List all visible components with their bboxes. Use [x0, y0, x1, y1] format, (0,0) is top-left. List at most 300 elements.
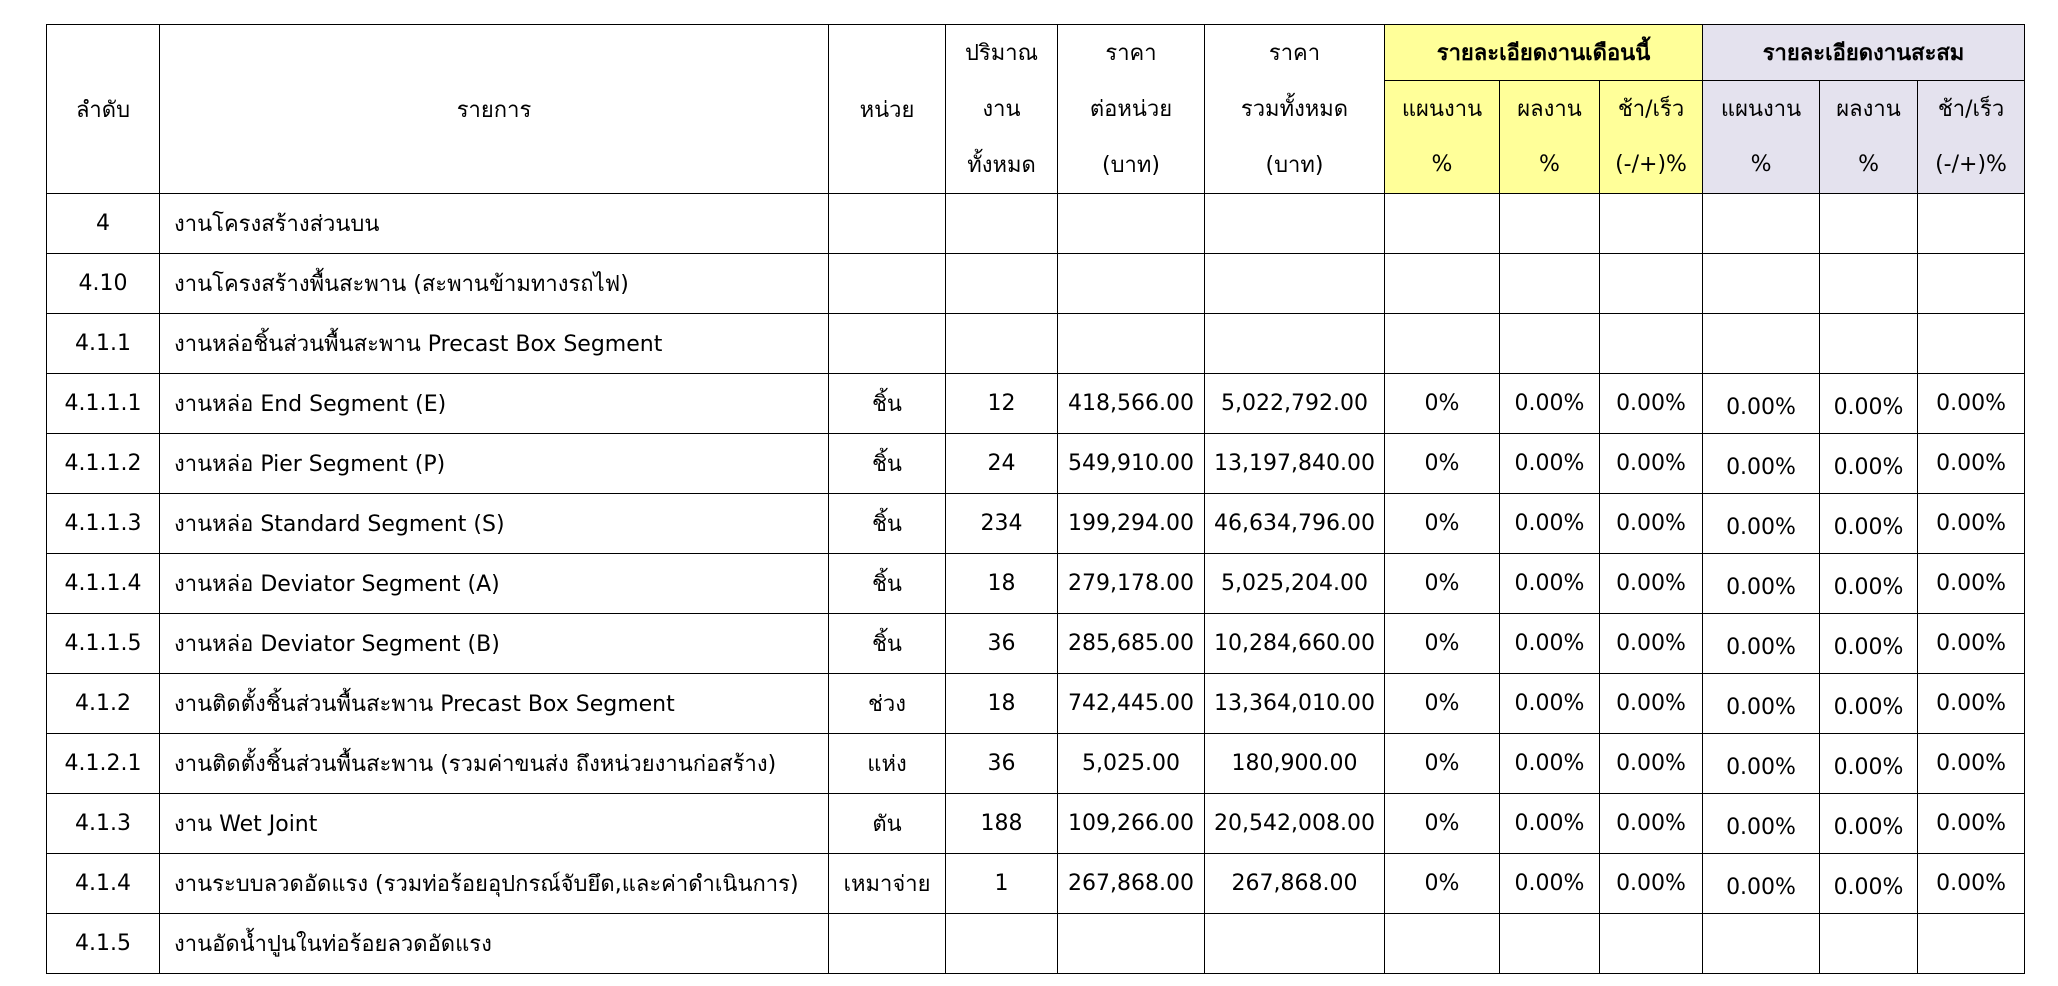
- row-cum-delay-text: 0.00%: [1936, 631, 2006, 656]
- row-unit: [829, 374, 946, 434]
- row-unit-text: ชิ้น: [872, 452, 902, 477]
- row-item: [160, 854, 829, 914]
- row-item-text: งานโครงสร้างพื้นสะพาน (สะพานข้ามทางรถไฟ): [174, 272, 629, 297]
- row-month-delay: [1600, 614, 1703, 674]
- row-cum-result: [1820, 434, 1918, 494]
- header-no: ลำดับ: [47, 25, 160, 194]
- row-cum-plan-text: 0.00%: [1726, 515, 1796, 540]
- row-cum-plan: [1703, 674, 1820, 734]
- row-month-plan-text: 0%: [1424, 391, 1460, 416]
- row-number: [47, 434, 160, 494]
- row-month-delay: [1600, 434, 1703, 494]
- table-row: [47, 854, 2025, 914]
- row-total-price: [1205, 914, 1385, 974]
- row-unit-price: [1058, 434, 1205, 494]
- row-unit: [829, 794, 946, 854]
- table-row: [47, 194, 2025, 254]
- row-item-text: งานหล่อ End Segment (E): [174, 392, 447, 417]
- row-qty-text: 188: [980, 811, 1023, 836]
- row-total-price-text: 46,634,796.00: [1214, 511, 1375, 536]
- row-month-result-text: 0.00%: [1514, 631, 1585, 656]
- row-unit-price: [1058, 614, 1205, 674]
- row-unit-price: [1058, 734, 1205, 794]
- row-qty-text: 234: [980, 511, 1023, 536]
- row-month-plan: [1385, 434, 1500, 494]
- row-item: [160, 914, 829, 974]
- row-month-delay: [1600, 494, 1703, 554]
- header-month-plan-pct: %: [1385, 137, 1500, 194]
- table-row: [47, 914, 2025, 974]
- row-month-result-text: 0.00%: [1514, 451, 1585, 476]
- row-month-delay-text: 0.00%: [1616, 571, 1686, 596]
- row-total-price: [1205, 674, 1385, 734]
- row-total-price-text: 267,868.00: [1231, 871, 1358, 896]
- row-cum-result: [1820, 794, 1918, 854]
- row-qty-text: 1: [994, 871, 1009, 896]
- header-cum-delay: ช้า/เร็ว: [1918, 81, 2025, 137]
- row-month-delay: [1600, 374, 1703, 434]
- row-cum-delay-text: 0.00%: [1936, 871, 2006, 896]
- row-month-delay-text: 0.00%: [1616, 811, 1686, 836]
- row-month-plan-text: 0%: [1424, 631, 1460, 656]
- table-row: [47, 494, 2025, 554]
- row-qty: [946, 314, 1058, 374]
- row-cum-result: [1820, 734, 1918, 794]
- row-unit-price: [1058, 494, 1205, 554]
- row-number-text: 4.1.1.5: [64, 631, 142, 656]
- row-qty: [946, 254, 1058, 314]
- header-total-price-line3: (บาท): [1205, 137, 1385, 194]
- row-unit-price: [1058, 314, 1205, 374]
- row-item: [160, 734, 829, 794]
- row-cum-plan: [1703, 494, 1820, 554]
- row-qty: [946, 734, 1058, 794]
- row-item-text: งานติดตั้งชิ้นส่วนพื้นสะพาน (รวมค่าขนส่ง ถึงหน่วยงานก่อสร้าง): [174, 752, 777, 777]
- row-unit: [829, 614, 946, 674]
- table-row: [47, 614, 2025, 674]
- header-qty-line1: ปริมาณ: [946, 25, 1058, 81]
- header-unit-price-line1: ราคา: [1058, 25, 1205, 81]
- row-item-text: งานโครงสร้างส่วนบน: [174, 212, 380, 237]
- row-month-result: [1500, 914, 1600, 974]
- row-unit-price: [1058, 194, 1205, 254]
- header-cum-plan: แผนงาน: [1703, 81, 1820, 137]
- row-month-plan: [1385, 374, 1500, 434]
- row-month-result-text: 0.00%: [1514, 571, 1585, 596]
- row-number: [47, 614, 160, 674]
- row-cum-delay: [1918, 374, 2025, 434]
- row-month-result: [1500, 674, 1600, 734]
- row-month-result-text: 0.00%: [1514, 691, 1585, 716]
- row-cum-delay: [1918, 194, 2025, 254]
- row-total-price: [1205, 494, 1385, 554]
- row-cum-result-text: 0.00%: [1833, 515, 1904, 540]
- row-number: [47, 734, 160, 794]
- header-unit-price-line2: ต่อหน่วย: [1058, 81, 1205, 137]
- row-unit-price: [1058, 794, 1205, 854]
- row-cum-result-text: 0.00%: [1833, 395, 1904, 420]
- row-qty-text: 24: [987, 451, 1016, 476]
- row-item: [160, 434, 829, 494]
- row-cum-result: [1820, 374, 1918, 434]
- row-cum-delay: [1918, 494, 2025, 554]
- row-cum-plan: [1703, 614, 1820, 674]
- row-unit-price: [1058, 554, 1205, 614]
- header-total-price-line2: รวมทั้งหมด: [1205, 81, 1385, 137]
- row-cum-result: [1820, 554, 1918, 614]
- header-cum-plan-pct: %: [1703, 137, 1820, 194]
- row-qty: [946, 554, 1058, 614]
- row-month-plan-text: 0%: [1424, 571, 1460, 596]
- row-month-delay-text: 0.00%: [1616, 691, 1686, 716]
- row-cum-plan: [1703, 794, 1820, 854]
- row-cum-result-text: 0.00%: [1833, 695, 1904, 720]
- row-month-delay: [1600, 734, 1703, 794]
- row-cum-plan: [1703, 854, 1820, 914]
- row-total-price: [1205, 734, 1385, 794]
- row-cum-delay-text: 0.00%: [1936, 571, 2006, 596]
- row-number-text: 4.1.1.2: [64, 451, 142, 476]
- row-month-result: [1500, 614, 1600, 674]
- row-cum-delay-text: 0.00%: [1936, 391, 2006, 416]
- row-cum-delay-text: 0.00%: [1936, 691, 2006, 716]
- row-month-plan-text: 0%: [1424, 871, 1460, 896]
- header-cum-result: ผลงาน: [1820, 81, 1918, 137]
- row-month-delay-text: 0.00%: [1616, 751, 1686, 776]
- row-total-price: [1205, 794, 1385, 854]
- row-month-delay: [1600, 914, 1703, 974]
- row-month-result: [1500, 794, 1600, 854]
- row-unit: [829, 494, 946, 554]
- row-number: [47, 674, 160, 734]
- row-cum-plan-text: 0.00%: [1726, 635, 1796, 660]
- row-unit-price-text: 267,868.00: [1068, 871, 1194, 896]
- row-total-price-text: 20,542,008.00: [1214, 811, 1375, 836]
- row-item: [160, 254, 829, 314]
- row-number: [47, 494, 160, 554]
- row-item: [160, 494, 829, 554]
- row-cum-delay: [1918, 434, 2025, 494]
- row-month-delay: [1600, 254, 1703, 314]
- row-unit: [829, 854, 946, 914]
- row-cum-result: [1820, 854, 1918, 914]
- row-cum-delay: [1918, 854, 2025, 914]
- row-unit-price-text: 549,910.00: [1068, 451, 1194, 476]
- row-cum-delay-text: 0.00%: [1936, 511, 2006, 536]
- row-qty-text: 18: [987, 691, 1016, 716]
- row-month-plan-text: 0%: [1424, 451, 1460, 476]
- row-month-plan: [1385, 794, 1500, 854]
- row-total-price: [1205, 374, 1385, 434]
- row-item-text: งานหล่อ Deviator Segment (A): [174, 572, 500, 597]
- row-unit-text: เหมาจ่าย: [843, 872, 931, 897]
- row-cum-plan: [1703, 374, 1820, 434]
- row-month-delay-text: 0.00%: [1616, 871, 1686, 896]
- row-cum-delay: [1918, 254, 2025, 314]
- row-qty: [946, 194, 1058, 254]
- row-number-text: 4.1.2: [75, 691, 131, 716]
- row-month-delay: [1600, 794, 1703, 854]
- row-qty: [946, 854, 1058, 914]
- row-total-price: [1205, 434, 1385, 494]
- row-total-price-text: 180,900.00: [1231, 751, 1358, 776]
- row-unit-text: ชิ้น: [872, 572, 902, 597]
- row-cum-result: [1820, 914, 1918, 974]
- row-number: [47, 554, 160, 614]
- header-qty-line2: งาน: [946, 81, 1058, 137]
- row-month-delay-text: 0.00%: [1616, 631, 1686, 656]
- row-qty-text: 36: [987, 631, 1016, 656]
- table-row: [47, 794, 2025, 854]
- row-unit-text: ช่วง: [867, 692, 907, 717]
- row-cum-result: [1820, 494, 1918, 554]
- row-month-plan: [1385, 914, 1500, 974]
- row-total-price-text: 10,284,660.00: [1214, 631, 1375, 656]
- table-body: [47, 194, 2025, 974]
- row-cum-delay: [1918, 914, 2025, 974]
- row-unit: [829, 434, 946, 494]
- row-number-text: 4.1.1.3: [64, 511, 142, 536]
- row-month-result: [1500, 434, 1600, 494]
- row-month-plan: [1385, 254, 1500, 314]
- row-cum-result-text: 0.00%: [1833, 575, 1904, 600]
- row-qty: [946, 614, 1058, 674]
- row-number-text: 4.1.1: [75, 331, 131, 356]
- row-item: [160, 314, 829, 374]
- row-cum-plan-text: 0.00%: [1726, 455, 1796, 480]
- table-row: [47, 314, 2025, 374]
- row-unit-text: ชิ้น: [872, 392, 902, 417]
- row-number-text: 4.1.5: [75, 931, 131, 956]
- row-cum-plan-text: 0.00%: [1726, 875, 1796, 900]
- row-cum-plan: [1703, 734, 1820, 794]
- row-item-text: งานหล่อ Pier Segment (P): [174, 452, 446, 477]
- row-month-plan: [1385, 554, 1500, 614]
- row-month-result: [1500, 554, 1600, 614]
- row-month-plan: [1385, 734, 1500, 794]
- row-total-price-text: 13,197,840.00: [1214, 451, 1375, 476]
- row-item: [160, 554, 829, 614]
- row-cum-delay: [1918, 794, 2025, 854]
- row-cum-plan-text: 0.00%: [1726, 815, 1796, 840]
- row-month-delay: [1600, 194, 1703, 254]
- row-cum-delay: [1918, 674, 2025, 734]
- row-month-result-text: 0.00%: [1514, 871, 1585, 896]
- row-total-price: [1205, 854, 1385, 914]
- progress-table: [46, 24, 2025, 974]
- row-month-plan: [1385, 614, 1500, 674]
- row-month-plan: [1385, 314, 1500, 374]
- row-month-result: [1500, 734, 1600, 794]
- row-cum-plan: [1703, 194, 1820, 254]
- table-row: [47, 254, 2025, 314]
- row-number: [47, 914, 160, 974]
- row-qty-text: 36: [987, 751, 1016, 776]
- row-month-result-text: 0.00%: [1514, 391, 1585, 416]
- row-number-text: 4: [96, 211, 110, 236]
- row-item-text: งานระบบลวดอัดแรง (รวมท่อร้อยอุปกรณ์จับยึด,และค่าดำเนินการ): [174, 872, 799, 897]
- row-cum-result-text: 0.00%: [1833, 755, 1904, 780]
- row-cum-plan: [1703, 434, 1820, 494]
- row-unit: [829, 734, 946, 794]
- row-item: [160, 194, 829, 254]
- row-month-plan: [1385, 494, 1500, 554]
- table-row: [47, 674, 2025, 734]
- row-month-result: [1500, 494, 1600, 554]
- row-item-text: งานหล่อ Standard Segment (S): [174, 512, 505, 537]
- row-total-price: [1205, 554, 1385, 614]
- row-item: [160, 614, 829, 674]
- row-total-price: [1205, 194, 1385, 254]
- row-month-delay-text: 0.00%: [1616, 451, 1686, 476]
- row-cum-plan: [1703, 914, 1820, 974]
- header-cum-delay-pct: (-/+)%: [1918, 137, 2025, 194]
- row-month-plan-text: 0%: [1424, 811, 1460, 836]
- row-qty: [946, 434, 1058, 494]
- row-month-result: [1500, 194, 1600, 254]
- header-cumulative-group: รายละเอียดงานสะสม: [1703, 25, 2025, 81]
- row-total-price: [1205, 254, 1385, 314]
- row-number-text: 4.1.1.4: [64, 571, 142, 596]
- row-unit-text: ชิ้น: [872, 632, 902, 657]
- header-qty-line3: ทั้งหมด: [946, 137, 1058, 194]
- row-unit-text: ตัน: [872, 812, 902, 837]
- row-cum-delay: [1918, 554, 2025, 614]
- row-month-result: [1500, 854, 1600, 914]
- row-qty: [946, 914, 1058, 974]
- row-qty-text: 18: [987, 571, 1016, 596]
- row-item-text: งานอัดน้ำปูนในท่อร้อยลวดอัดแรง: [174, 932, 492, 957]
- header-cum-result-pct: %: [1820, 137, 1918, 194]
- row-number-text: 4.1.2.1: [64, 751, 142, 776]
- row-cum-plan: [1703, 254, 1820, 314]
- row-cum-plan: [1703, 314, 1820, 374]
- row-qty-text: 12: [987, 391, 1016, 416]
- row-cum-delay: [1918, 314, 2025, 374]
- row-month-delay-text: 0.00%: [1616, 511, 1686, 536]
- row-month-result-text: 0.00%: [1514, 751, 1585, 776]
- row-unit-price: [1058, 914, 1205, 974]
- row-unit-price: [1058, 854, 1205, 914]
- row-cum-delay: [1918, 614, 2025, 674]
- row-unit-price-text: 742,445.00: [1068, 691, 1194, 716]
- row-unit-price: [1058, 374, 1205, 434]
- row-unit-price-text: 418,566.00: [1068, 391, 1194, 416]
- row-month-plan-text: 0%: [1424, 751, 1460, 776]
- row-cum-plan: [1703, 554, 1820, 614]
- row-qty: [946, 674, 1058, 734]
- row-month-result: [1500, 374, 1600, 434]
- header-month-result-pct: %: [1500, 137, 1600, 194]
- row-month-plan: [1385, 854, 1500, 914]
- row-number-text: 4.1.4: [75, 871, 131, 896]
- row-total-price: [1205, 614, 1385, 674]
- row-month-delay-text: 0.00%: [1616, 391, 1686, 416]
- row-number-text: 4.1.3: [75, 811, 131, 836]
- row-month-result-text: 0.00%: [1514, 511, 1585, 536]
- row-unit-price-text: 285,685.00: [1068, 631, 1194, 656]
- row-total-price-text: 13,364,010.00: [1214, 691, 1375, 716]
- row-unit-price-text: 199,294.00: [1068, 511, 1194, 536]
- row-unit: [829, 554, 946, 614]
- header-month-plan: แผนงาน: [1385, 81, 1500, 137]
- table-row: [47, 734, 2025, 794]
- row-month-delay: [1600, 314, 1703, 374]
- row-cum-result-text: 0.00%: [1833, 815, 1904, 840]
- row-qty: [946, 374, 1058, 434]
- row-cum-plan-text: 0.00%: [1726, 575, 1796, 600]
- table-row: [47, 374, 2025, 434]
- row-cum-result: [1820, 614, 1918, 674]
- row-unit-price-text: 109,266.00: [1068, 811, 1194, 836]
- header-total-price-line1: ราคา: [1205, 25, 1385, 81]
- row-cum-result: [1820, 194, 1918, 254]
- header-month-result: ผลงาน: [1500, 81, 1600, 137]
- row-cum-result-text: 0.00%: [1833, 455, 1904, 480]
- row-number: [47, 314, 160, 374]
- row-cum-plan-text: 0.00%: [1726, 695, 1796, 720]
- row-number: [47, 254, 160, 314]
- row-unit-price-text: 279,178.00: [1068, 571, 1194, 596]
- row-cum-plan-text: 0.00%: [1726, 395, 1796, 420]
- row-cum-result-text: 0.00%: [1833, 635, 1904, 660]
- row-item: [160, 374, 829, 434]
- row-month-delay: [1600, 854, 1703, 914]
- row-total-price: [1205, 314, 1385, 374]
- row-total-price-text: 5,022,792.00: [1221, 391, 1368, 416]
- row-unit: [829, 914, 946, 974]
- row-month-result-text: 0.00%: [1514, 811, 1585, 836]
- row-item: [160, 794, 829, 854]
- row-month-plan-text: 0%: [1424, 691, 1460, 716]
- row-number: [47, 794, 160, 854]
- row-unit: [829, 674, 946, 734]
- row-unit-price: [1058, 674, 1205, 734]
- row-cum-delay-text: 0.00%: [1936, 751, 2006, 776]
- row-month-result: [1500, 254, 1600, 314]
- header-item: รายการ: [160, 25, 829, 194]
- row-month-plan: [1385, 194, 1500, 254]
- header-month-delay: ช้า/เร็ว: [1600, 81, 1703, 137]
- row-unit: [829, 194, 946, 254]
- row-cum-plan-text: 0.00%: [1726, 755, 1796, 780]
- row-cum-delay: [1918, 734, 2025, 794]
- row-total-price-text: 5,025,204.00: [1221, 571, 1368, 596]
- row-month-plan-text: 0%: [1424, 511, 1460, 536]
- row-qty: [946, 494, 1058, 554]
- row-cum-delay-text: 0.00%: [1936, 811, 2006, 836]
- row-unit-text: แห่ง: [867, 752, 907, 777]
- row-item-text: งานติดตั้งชิ้นส่วนพื้นสะพาน Precast Box Segment: [174, 692, 675, 717]
- row-qty: [946, 794, 1058, 854]
- row-month-delay: [1600, 674, 1703, 734]
- row-month-delay: [1600, 554, 1703, 614]
- row-number: [47, 194, 160, 254]
- row-number: [47, 854, 160, 914]
- row-cum-result: [1820, 674, 1918, 734]
- table-row: [47, 554, 2025, 614]
- row-unit: [829, 314, 946, 374]
- row-month-result: [1500, 314, 1600, 374]
- header-month-delay-pct: (-/+)%: [1600, 137, 1703, 194]
- header-unit: หน่วย: [829, 25, 946, 194]
- header-unit-price-line3: (บาท): [1058, 137, 1205, 194]
- row-unit: [829, 254, 946, 314]
- row-cum-delay-text: 0.00%: [1936, 451, 2006, 476]
- row-item-text: งานหล่อ Deviator Segment (B): [174, 632, 500, 657]
- header-month-group: รายละเอียดงานเดือนนี้: [1385, 25, 1703, 81]
- row-item: [160, 674, 829, 734]
